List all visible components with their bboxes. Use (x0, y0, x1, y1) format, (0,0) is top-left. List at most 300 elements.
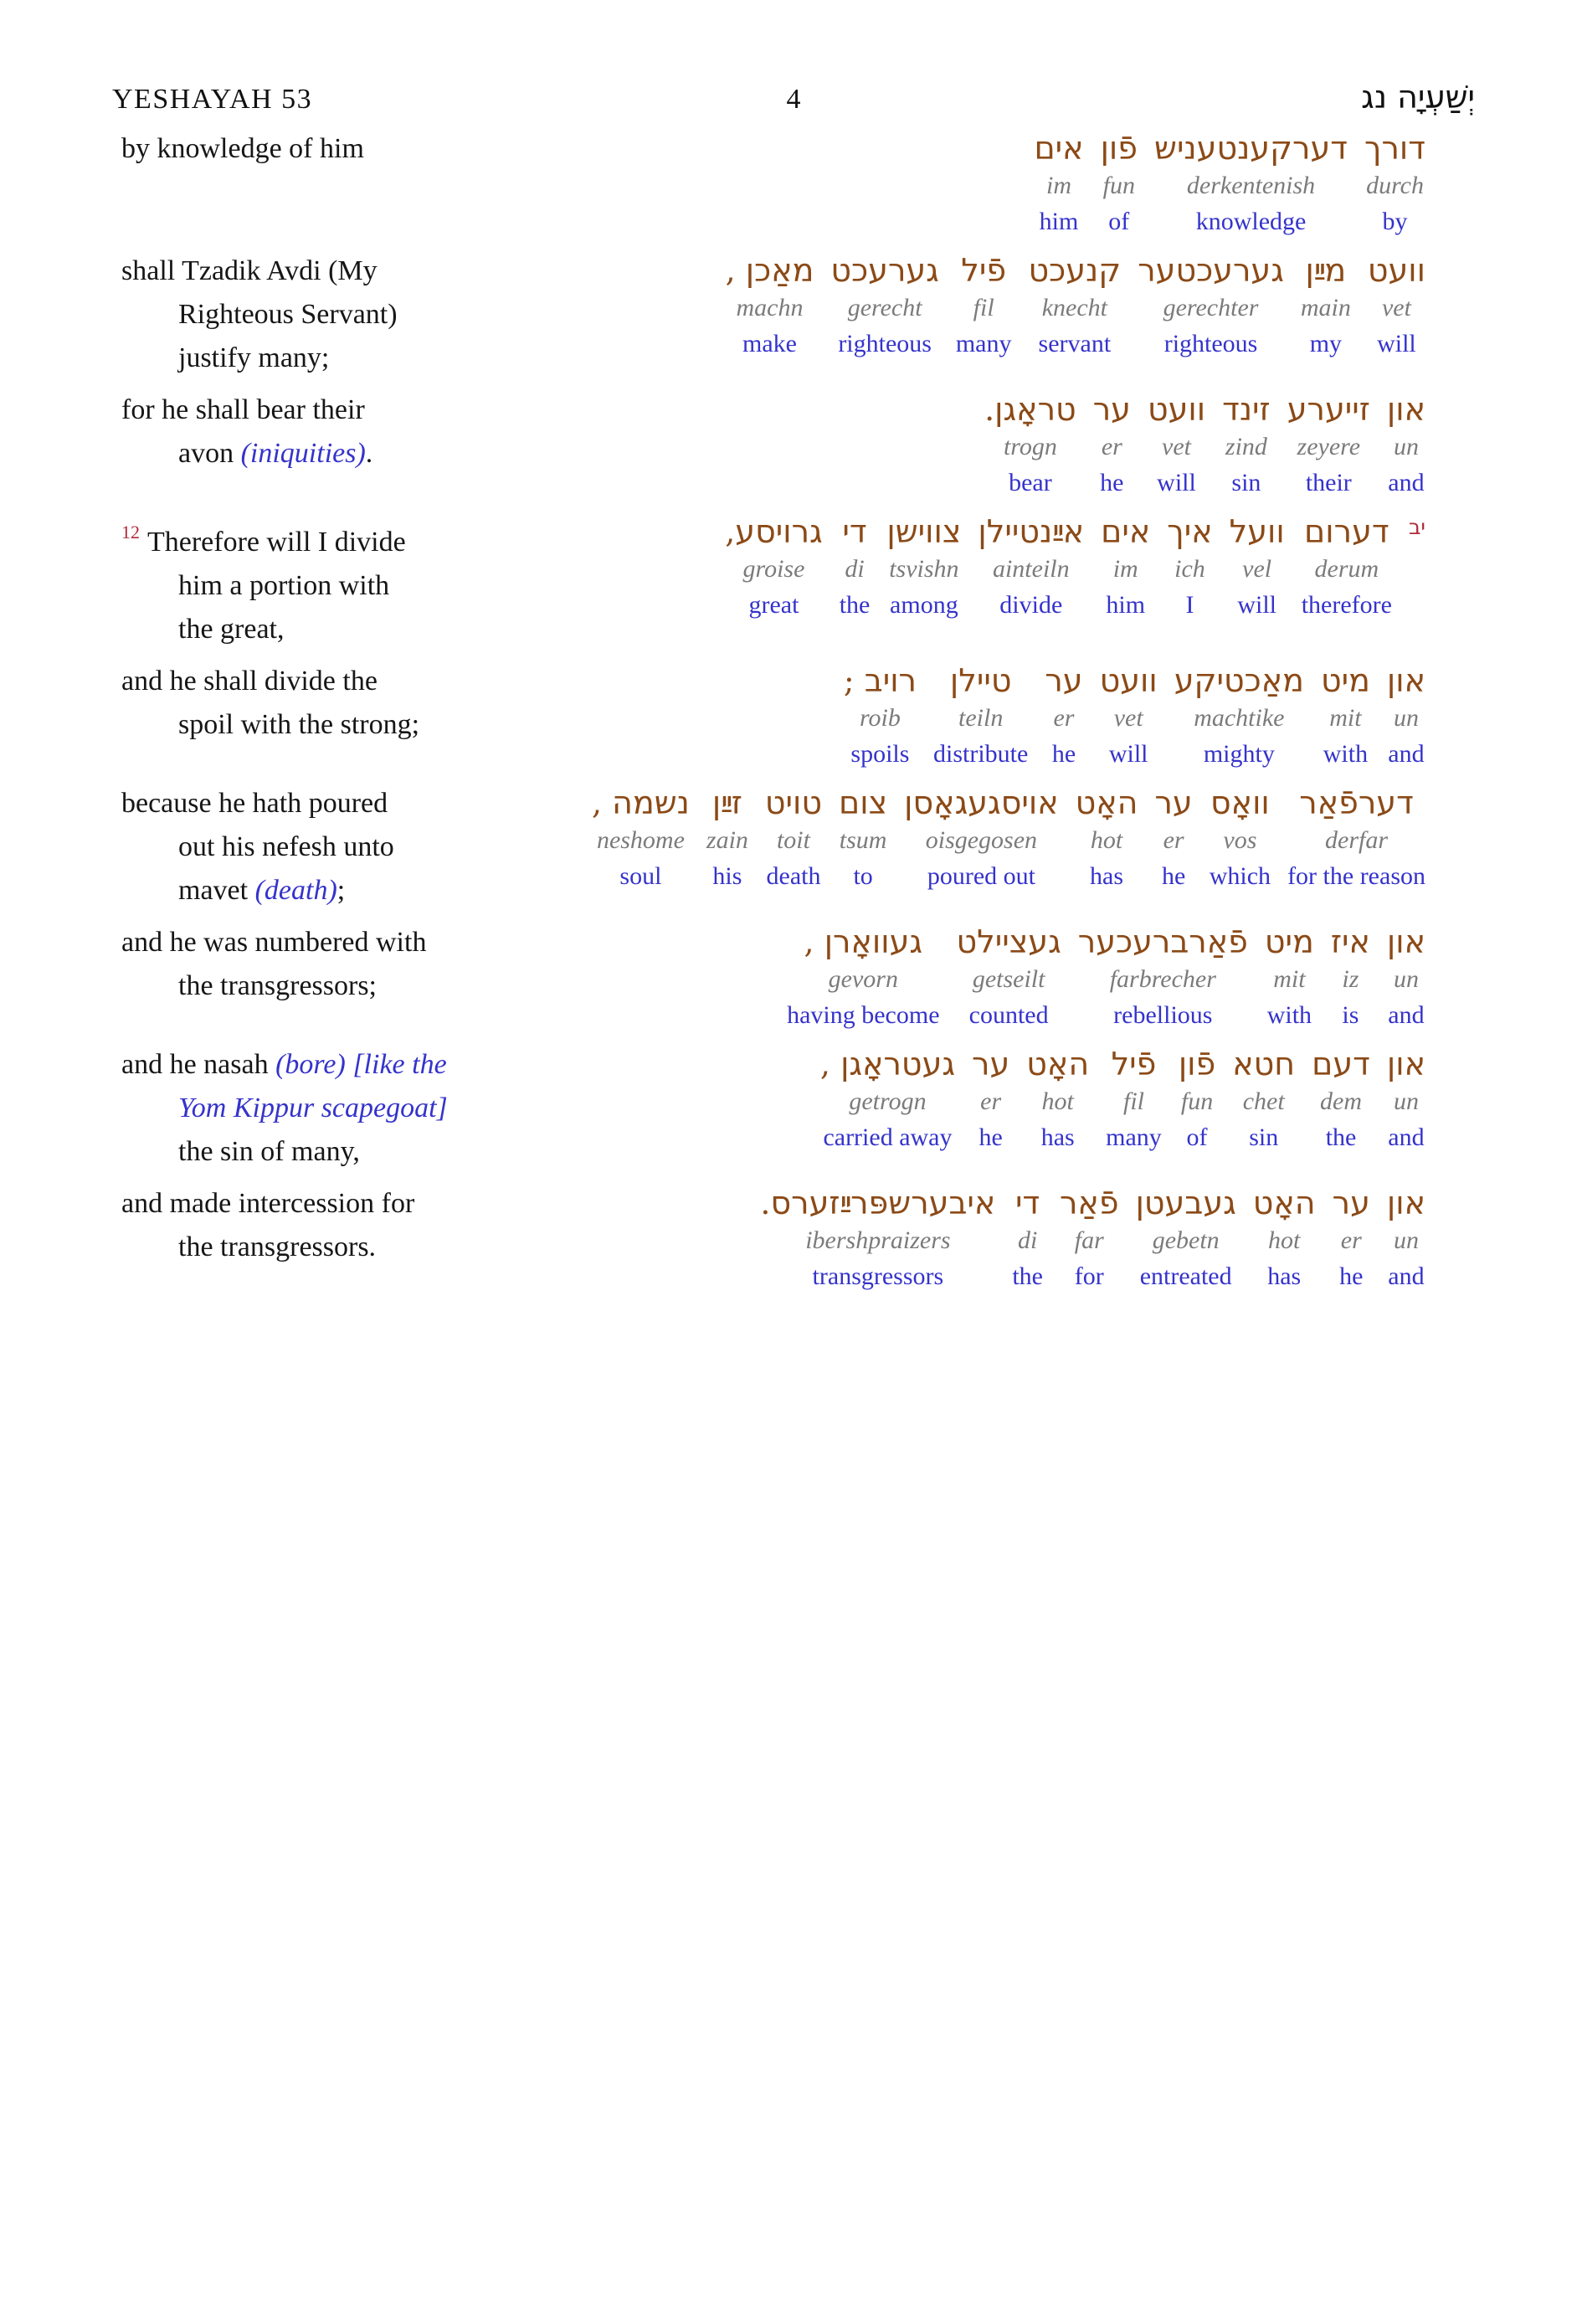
transliteration-word: gerechter (1163, 294, 1259, 321)
english-verse-line (121, 564, 583, 608)
yiddish-word: צווישן (886, 513, 962, 550)
english-verse (121, 388, 583, 476)
word-column (760, 1184, 995, 1294)
english-verse-line (121, 703, 583, 747)
gloss-word: death (766, 862, 821, 890)
word-column (1230, 512, 1285, 623)
gloss-word: of (1186, 1123, 1208, 1151)
word-column (1101, 512, 1150, 623)
verse-text: for he shall bear their (121, 394, 365, 425)
yiddish-word: אים (1034, 130, 1084, 167)
verse-text: ; (336, 875, 346, 906)
gloss-word: rebellious (1113, 1001, 1213, 1029)
verse-text: spoil with the strong; (178, 709, 420, 740)
transliteration-word: derfar (1325, 826, 1389, 854)
transliteration-word: gebetn (1152, 1226, 1220, 1254)
yiddish-word: איבערשפּרײַזערס. (760, 1185, 996, 1221)
gloss-word: will (1157, 469, 1196, 496)
yiddish-word: פֿון (1178, 1046, 1216, 1082)
yiddish-word: וועט (1367, 252, 1425, 289)
transliteration-word: farbrecher (1109, 965, 1216, 993)
page-header (112, 79, 1475, 116)
transliteration-word: zeyere (1297, 433, 1361, 460)
yiddish-word: וואָס (1210, 784, 1270, 821)
yiddish-word: מיט (1264, 923, 1314, 960)
gloss-word: he (1161, 862, 1186, 890)
english-verse-line (121, 1130, 583, 1174)
yiddish-word: גערעכט (830, 252, 939, 289)
yiddish-word: טויט (764, 784, 823, 821)
transliteration-word: fun (1180, 1087, 1214, 1115)
transliteration-word: mit (1273, 965, 1306, 993)
transliteration-word: durch (1366, 172, 1424, 199)
verse-text: and made intercession for (121, 1188, 415, 1219)
yiddish-word: גרויסע, (725, 513, 823, 550)
yiddish-word: דעם (1312, 1046, 1370, 1082)
gloss-word: my (1309, 330, 1343, 357)
word-column (1100, 661, 1158, 772)
transliteration-word: getrogn (849, 1087, 927, 1115)
word-column (1265, 923, 1314, 1033)
yiddish-word: ער (1332, 1185, 1370, 1221)
yiddish-word: טיילן (949, 662, 1012, 699)
word-column (1174, 661, 1304, 772)
gloss-word: soul (619, 862, 662, 890)
word-column (972, 1045, 1009, 1155)
english-verse-line (121, 1182, 583, 1226)
interlinear-cell (583, 388, 1425, 501)
word-column (830, 251, 938, 362)
verse-row (121, 782, 1425, 913)
transliteration-word: un (1393, 965, 1419, 993)
yiddish-word: ער (1154, 784, 1193, 821)
english-verse-line (121, 293, 583, 337)
interlinear-cell (583, 660, 1425, 772)
transliteration-word: ibershpraizers (805, 1226, 951, 1254)
yiddish-word: און (1386, 1185, 1425, 1221)
transliteration-word: groise (742, 555, 805, 583)
verse-row (121, 1182, 1425, 1296)
gloss-word: spoils (850, 740, 910, 768)
yiddish-word: געבעטן (1135, 1185, 1236, 1221)
english-verse (121, 127, 583, 171)
gloss-word: will (1108, 740, 1148, 768)
gloss-word: distribute (933, 740, 1029, 768)
transliteration-word: oisgegosen (925, 826, 1038, 854)
gloss-word: has (1090, 862, 1124, 890)
verse-row (121, 921, 1425, 1035)
gloss-word: and (1388, 1123, 1425, 1151)
interlinear-block (787, 923, 1425, 1033)
yiddish-word: וועט (1099, 662, 1158, 699)
transliteration-word: gevorn (828, 965, 898, 993)
yiddish-word: האָט (1026, 1046, 1090, 1082)
gloss-word: transgressors (812, 1262, 944, 1290)
gloss-word: the (1012, 1262, 1043, 1290)
interlinear-block (984, 390, 1425, 501)
transliteration-word: derkentenish (1186, 172, 1316, 199)
transliteration-word: machtike (1194, 704, 1285, 732)
gloss-word: has (1267, 1262, 1302, 1290)
hebrew-book-title: יְשַׁעְיָה נג (1361, 79, 1476, 116)
transliteration-word: zain (706, 826, 748, 854)
word-column (1321, 661, 1370, 772)
inline-gloss: (bore) [like the (275, 1049, 447, 1080)
gloss-word: servant (1038, 330, 1112, 357)
transliteration-word: hot (1268, 1226, 1301, 1254)
gloss-word: the (839, 591, 871, 619)
gloss-word: by (1382, 208, 1408, 235)
verse-row (121, 388, 1425, 502)
yiddish-word: איז (1330, 923, 1370, 960)
word-column (840, 512, 871, 623)
yiddish-word: פֿיל (961, 252, 1007, 289)
gloss-word: and (1388, 469, 1425, 496)
gloss-word: and (1388, 740, 1425, 768)
yiddish-word: מאַכן , (725, 252, 814, 289)
transliteration-word: mit (1329, 704, 1362, 732)
transliteration-word: un (1393, 433, 1419, 460)
gloss-word: I (1185, 591, 1194, 619)
gloss-word: he (1339, 1262, 1364, 1290)
english-verse-line (121, 608, 583, 651)
gloss-word: bear (1009, 469, 1052, 496)
word-column (1387, 1045, 1425, 1155)
verse-row (121, 1043, 1425, 1174)
transliteration-word: un (1393, 1087, 1419, 1115)
transliteration-word: hot (1090, 826, 1123, 854)
transliteration-word: er (1101, 433, 1122, 460)
transliteration-word: chet (1242, 1087, 1285, 1115)
transliteration-word: derum (1314, 555, 1379, 583)
word-column (726, 251, 814, 362)
transliteration-word: im (1046, 172, 1071, 199)
word-column (592, 784, 690, 894)
gloss-word: great (748, 591, 799, 619)
english-verse-line (121, 511, 583, 564)
word-column (1093, 390, 1131, 501)
verse-text: the transgressors. (178, 1231, 377, 1262)
verse-text: out his nefesh unto (178, 831, 394, 862)
yiddish-word: די (1015, 1185, 1040, 1221)
gloss-word: with (1266, 1001, 1312, 1029)
word-column (1136, 1184, 1236, 1294)
word-column (787, 923, 939, 1033)
transliteration-word: getseilt (972, 965, 1045, 993)
yiddish-word: מיט (1320, 662, 1370, 699)
gloss-word: him (1106, 591, 1146, 619)
gloss-word: with (1323, 740, 1369, 768)
interlinear-block (1034, 129, 1425, 239)
transliteration-word: di (845, 555, 865, 583)
interlinear-cell (583, 249, 1425, 362)
transliteration-word: tsum (839, 826, 887, 854)
verse-row (121, 660, 1425, 774)
interlinear-cell (583, 1182, 1425, 1294)
english-verse-line (121, 1226, 583, 1269)
word-column (839, 784, 887, 894)
word-column (1034, 129, 1083, 239)
verse-text: shall Tzadik Avdi (My (121, 255, 378, 286)
yiddish-word: מײַן (1305, 252, 1347, 289)
transliteration-word: fun (1102, 172, 1135, 199)
yiddish-word: פֿיל (1111, 1046, 1157, 1082)
english-verse-line (121, 869, 583, 913)
gloss-word: which (1209, 862, 1271, 890)
inline-gloss: (death) (254, 875, 337, 906)
transliteration-word: er (1053, 704, 1075, 732)
interlinear-cell (583, 782, 1425, 894)
transliteration-word: neshome (596, 826, 685, 854)
inline-gloss: (iniquities) (240, 438, 366, 469)
word-column (725, 512, 823, 623)
interlinear-cell (583, 511, 1425, 623)
verse-text: by knowledge of him (121, 133, 364, 164)
yiddish-word: צום (839, 784, 888, 821)
yiddish-word: האָט (1252, 1185, 1316, 1221)
gloss-word: many (955, 330, 1012, 357)
yiddish-word: און (1386, 391, 1425, 428)
word-column (844, 661, 917, 772)
interlinear-cell (583, 127, 1425, 239)
gloss-word: and (1388, 1001, 1425, 1029)
word-column (1232, 1045, 1295, 1155)
word-column (1076, 784, 1138, 894)
transliteration-word: vel (1242, 555, 1272, 583)
yiddish-word: געוואָרן , (804, 923, 923, 960)
gloss-word: is (1342, 1001, 1359, 1029)
transliteration-word: vet (1381, 294, 1411, 321)
gloss-word: of (1108, 208, 1130, 235)
word-column (956, 251, 1012, 362)
word-column (1154, 784, 1192, 894)
hebrew-verse-marker: יב (1408, 515, 1425, 539)
interlinear-cell (583, 921, 1425, 1033)
yiddish-word: געטראָגן , (819, 1046, 956, 1082)
word-column (1333, 1184, 1370, 1294)
verse-row (121, 511, 1425, 651)
gloss-word: he (1051, 740, 1076, 768)
word-column (1106, 1045, 1162, 1155)
english-verse (121, 921, 583, 1008)
word-column (1302, 512, 1392, 623)
gloss-word: he (978, 1123, 1003, 1151)
transliteration-word: im (1112, 555, 1138, 583)
gloss-word: righteous (1163, 330, 1258, 357)
gloss-word: has (1040, 1123, 1075, 1151)
verse-text: the sin of many, (178, 1136, 360, 1167)
verse-text: and he nasah (121, 1049, 276, 1080)
word-column (1301, 251, 1351, 362)
english-verse (121, 782, 583, 913)
gloss-word: counted (968, 1001, 1049, 1029)
english-verse (121, 1182, 583, 1269)
verse-number: 12 (121, 522, 140, 542)
transliteration-word: er (1163, 826, 1184, 854)
english-verse (121, 660, 583, 747)
verse-row (121, 249, 1425, 380)
gloss-word: knowledge (1195, 208, 1307, 235)
word-column (1331, 923, 1370, 1033)
gloss-word: sin (1231, 469, 1261, 496)
yiddish-word: זינד (1222, 391, 1271, 428)
transliteration-word: far (1074, 1226, 1104, 1254)
transliteration-word: vet (1113, 704, 1143, 732)
gloss-word: their (1305, 469, 1352, 496)
transliteration-word: gerecht (847, 294, 922, 321)
yiddish-word: דערקענטעניש (1154, 130, 1348, 167)
gloss-word: divide (999, 591, 1063, 619)
gloss-word: righteous (838, 330, 932, 357)
gloss-word: for (1074, 1262, 1104, 1290)
transliteration-word: dem (1320, 1087, 1363, 1115)
english-verse (121, 249, 583, 380)
transliteration-word: roib (859, 704, 901, 732)
word-column (886, 512, 961, 623)
english-verse-line (121, 964, 583, 1008)
word-column (1045, 661, 1082, 772)
yiddish-word: אויסגעגאָסן (904, 784, 1059, 821)
transliteration-word: hot (1041, 1087, 1074, 1115)
yiddish-word: ער (1092, 391, 1131, 428)
word-column (1148, 390, 1205, 501)
word-column (1138, 251, 1284, 362)
transliteration-word: teiln (958, 704, 1004, 732)
word-column (978, 512, 1084, 623)
english-verse-line (121, 1043, 583, 1087)
yiddish-word: זײַן (711, 784, 742, 821)
interlinear-cell (583, 1043, 1425, 1155)
word-column (1101, 129, 1138, 239)
english-verse-line (121, 921, 583, 964)
interlinear-block (725, 512, 1425, 623)
verse-text: Therefore will I divide (147, 527, 406, 558)
gloss-word: the (1325, 1123, 1357, 1151)
yiddish-word: מאַכטיקע (1174, 662, 1304, 699)
inline-gloss: Yom Kippur scapegoat] (178, 1093, 448, 1123)
verse-text: the great, (178, 614, 285, 645)
interlinear-block (726, 251, 1425, 362)
verse-text: Righteous Servant) (178, 299, 398, 330)
word-column (1387, 661, 1425, 772)
word-column (1364, 129, 1425, 239)
word-column (1222, 390, 1271, 501)
interlinear-block (844, 661, 1425, 772)
word-column (1029, 251, 1122, 362)
transliteration-word: un (1393, 704, 1419, 732)
yiddish-word: און (1386, 923, 1425, 960)
word-column (1167, 512, 1212, 623)
gloss-word: him (1039, 208, 1079, 235)
transliteration-word: un (1393, 1226, 1419, 1254)
gloss-word: sin (1249, 1123, 1279, 1151)
yiddish-word: חטא (1232, 1046, 1296, 1082)
verse-text: mavet (178, 875, 255, 906)
yiddish-word: דערפֿאַר (1299, 784, 1414, 821)
word-column (1060, 1184, 1119, 1294)
transliteration-word: ainteiln (992, 555, 1070, 583)
yiddish-word: גערעכטער (1138, 252, 1284, 289)
english-verse-line (121, 825, 583, 869)
gloss-word: his (712, 862, 742, 890)
gloss-word: and (1388, 1262, 1425, 1290)
yiddish-word: און (1386, 1046, 1425, 1082)
interlinear-block (592, 784, 1425, 894)
verse-text: avon (178, 438, 241, 469)
gloss-word: carried away (823, 1123, 953, 1151)
transliteration-word: vet (1162, 433, 1191, 460)
gloss-word: for the reason (1287, 862, 1425, 890)
word-column (1387, 390, 1425, 501)
word-column (957, 923, 1061, 1033)
transliteration-word: tsvishn (889, 555, 959, 583)
english-verse (121, 1043, 583, 1174)
verse-text: him a portion with (178, 570, 390, 601)
gloss-word: to (853, 862, 873, 890)
word-column (1287, 390, 1370, 501)
yiddish-word: די (842, 513, 867, 550)
yiddish-word: וועל (1229, 513, 1285, 550)
verse-text: and he was numbered with (121, 927, 427, 958)
transliteration-word: iz (1342, 965, 1359, 993)
english-verse-line (121, 388, 583, 432)
word-column (1154, 129, 1348, 239)
interlinear-block (820, 1045, 1425, 1155)
transliteration-word: ich (1174, 555, 1205, 583)
transliteration-word: toit (776, 826, 810, 854)
transliteration-word: vos (1223, 826, 1257, 854)
yiddish-word: אים (1101, 513, 1151, 550)
yiddish-word: איך (1167, 513, 1213, 550)
verse-text: justify many; (178, 342, 330, 373)
gloss-word: will (1237, 591, 1276, 619)
transliteration-word: er (1340, 1226, 1362, 1254)
yiddish-word: געציילט (956, 923, 1061, 960)
english-verse-line (121, 127, 583, 171)
english-verse-line (121, 660, 583, 703)
yiddish-word: ער (972, 1046, 1010, 1082)
word-column (1387, 1184, 1425, 1294)
word-column (706, 784, 748, 894)
gloss-word: having become (787, 1001, 940, 1029)
verse-text: . (365, 438, 373, 469)
english-verse-line (121, 249, 583, 293)
yiddish-word: נשמה , (591, 784, 690, 821)
yiddish-word: אײַנטיילן (978, 513, 1085, 550)
yiddish-word: ער (1045, 662, 1083, 699)
word-column (1312, 1045, 1370, 1155)
word-column (1026, 1045, 1089, 1155)
transliteration-word: di (1017, 1226, 1038, 1254)
verse-row (121, 127, 1425, 241)
gloss-word: many (1106, 1123, 1162, 1151)
gloss-word: therefore (1301, 591, 1392, 619)
verse-text: because he hath poured (121, 788, 388, 819)
gloss-word: mighty (1203, 740, 1275, 768)
gloss-word: will (1377, 330, 1416, 357)
word-column (984, 390, 1076, 501)
gloss-word: poured out (927, 862, 1035, 890)
gloss-word: he (1100, 469, 1124, 496)
word-column (1012, 1184, 1043, 1294)
transliteration-word: knecht (1041, 294, 1107, 321)
transliteration-word: machn (736, 294, 804, 321)
transliteration-word: er (980, 1087, 1002, 1115)
english-verse (121, 511, 583, 651)
word-column (933, 661, 1028, 772)
word-column (1387, 923, 1425, 1033)
yiddish-word: האָט (1075, 784, 1138, 821)
